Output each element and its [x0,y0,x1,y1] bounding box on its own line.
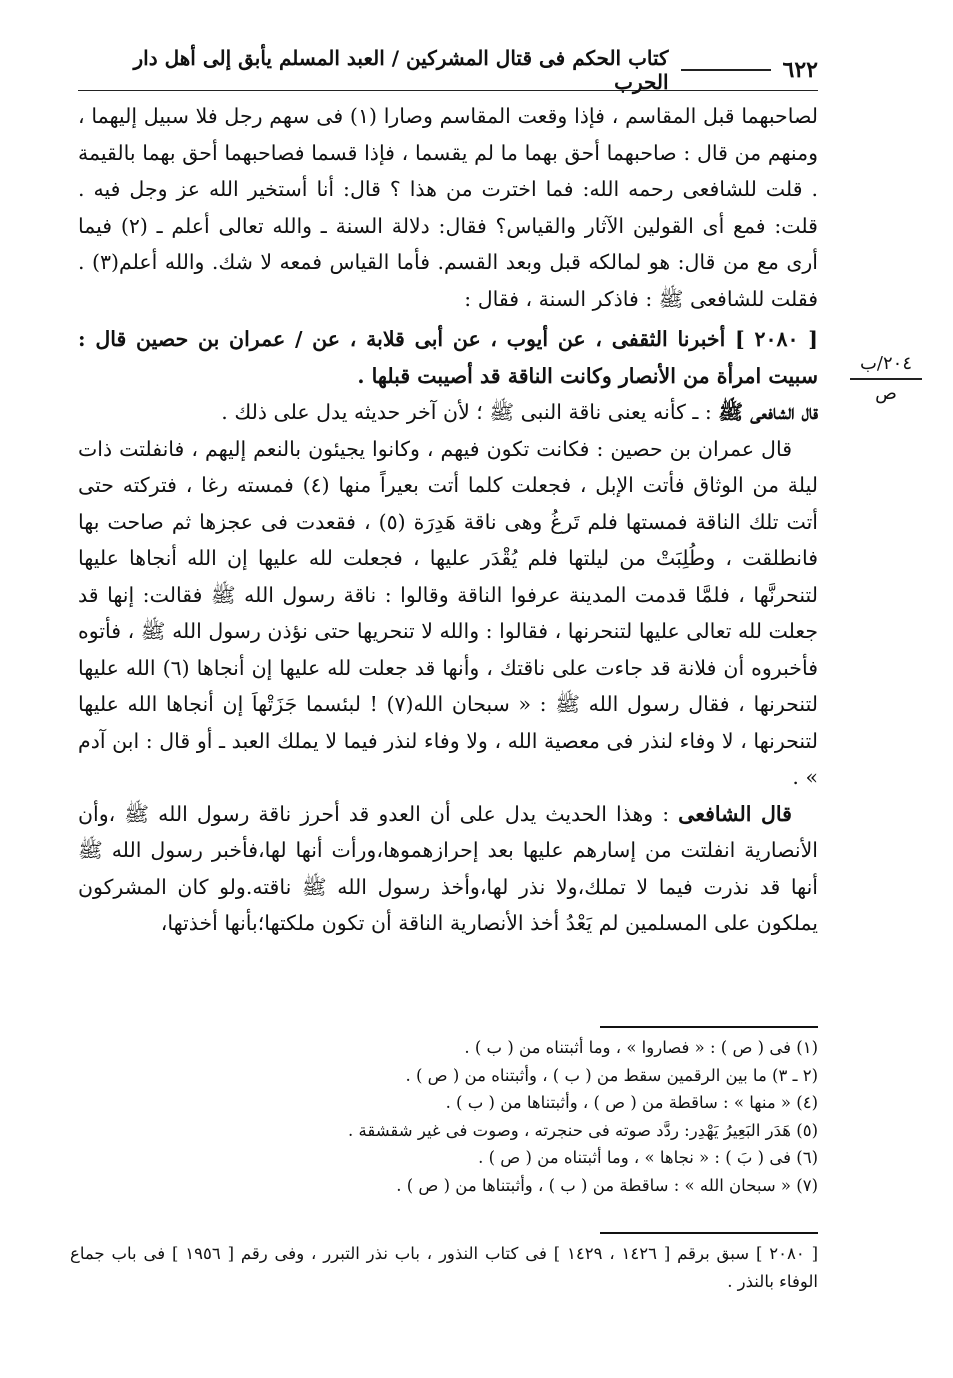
footnote-item: (٧) « سبحان الله » : ساقطة من ( ب ) ، وأثبتناها من ( ص ) . [396,1175,818,1195]
bold-lead: قال الشافعى ﷺ [718,400,818,424]
bold-lead: قال الشافعى [678,801,792,826]
paragraph-shafii-discussion: لصاحبهما قبل المقاسم ، فإذا وقعت المقاسم وصارا (١) فى سهم رجل فلا سبيل إليهما ، ومنهم من قال : صاحبهما أحق بهما ما لم يقسما ، فإذا قسما فصاحبهما أحق بهما بالقيمة . قلت للشافعى رحمه الله: فما اخترت من هذا ؟ قال: أنا أستخير الله عز وجل فيه . قلت: فمع أى القولين الآثار والقياس؟ فقال: دلالة السنة ـ والله تعالى أعلم ـ (٢) فيما أرى مع من قال: هو لمالكه قبل وبعد القسم. فأما القياس فمعه لا شك. والله أعلم(٣) . فقلت للشافعى ﷺ : فاذكر السنة ، فقال : [78,104,818,311]
manuscript-folio-ref: ٢٠٤/ب [859,353,913,374]
takhrij-note: [ ٢٠٨٠ ] سبق برقم [ ١٤٢٦ ، ١٤٢٩ ] فى كتاب النذور ، باب نذر التبرر ، وفى رقم [ ١٩٥٦ ] فى باب جماع الوفاء بالنذر . [70,1244,819,1291]
footnote-separator [600,1026,818,1028]
page-header [78,46,818,94]
running-title: كتاب الحكم فى قتال المشركين / العبد المسلم يأبق إلى أهل دار الحرب [133,46,669,94]
footnote-item: (٢ ـ ٣) ما بين الرقمين سقط من ( ب ) ، وأثبتناه من ( ص ) . [405,1065,818,1085]
paragraph-hadith-isnad: [ ٢٠٨٠ ] أخبرنا الثقفى ، عن أيوب ، عن أبى قلابة ، عن / عمران بن حصين قال : سبيت امرأة من الأنصار وكانت الناقة قد أصيبت قبلها . [78,327,818,388]
takhrij-separator [600,1232,818,1234]
manuscript-margin-note [846,352,926,406]
paragraph-imran-narration: قال عمران بن حصين : فكانت تكون فيهم ، وكانوا يجيئون بالنعم إليهم ، فانفلتت ذات ليلة من الوثاق فأتت الإبل ، فجعلت كلما أتت بعيراً منها (٤) فمسته رغا ، فتركته حتى أتت تلك الناقة فمستها فلم تَرغُ وهى ناقة هَدِرَة (٥) ، فقعدت فى عجزها ثم صاحت بها فانطلقت ، وطُلِبَتْ من ليلتها فلم يُقْدَر عليها ، فجعلت لله عليها إن الله أنجاها عليها لتنحرنَّها ، فلمَّا قدمت المدينة عرفوا الناقة وقالوا : ناقة رسول الله ﷺ فقالت: إنها قد جعلت لله تعالى عليها لتنحرنها ، فقالوا : والله لا تنحريها حتى نؤذن رسول الله ﷺ ، فأتوه فأخبروه أن فلانة قد جاءت على ناقتك ، وأنها قد جعلت لله عليها إن أنجاها (٦) الله عليها لتنحرنها ، فقال رسول الله ﷺ : « سبحان الله(٧) ! لبئسما جَزَتْهاَ إن أنجاها الله عليها لتنحرنها ، لا وفاء لنذر فى معصية الله ، ولا وفاء لنذر فيما لا يملك العبد ـ أو قال : ابن آدم » . [78,436,819,789]
footnote-item: (٤) « منها » : ساقطة من ( ص ) ، وأثبتناها من ( ب ) . [445,1093,818,1112]
paragraph-shafii-conclusion: قال الشافعى : وهذا الحديث يدل على أن العدو قد أحرز ناقة رسول الله ﷺ ،وأن الأنصارية انفلتت من إسارهم عليها بعد إحرازهموها،ورأت أنها لها،فأخبر رسول الله ﷺ أنها قد نذرت فيما لا تملك،ولا نذر لها،وأخذ رسول الله ﷺ ناقته.ولو كان المشركون يملكون على المسلمين لم يَعْدُ أخذ الأنصارية الناقة أن تكون ملكتها؛بأنها أخذتها، [78,801,818,935]
footnote-item: (٥) هَدَر البَعِيرُ يَهْدِر: ردَّد صوته فى حنجرته ، وصوت فى غير شقشقة . [348,1120,818,1140]
margin-rule [850,378,922,380]
main-text [78,98,818,942]
footnote-item: (٦) فى ( بَ ) : « نجاها » ، وما أثبتناه من ( ص ) . [478,1148,818,1167]
header-dash [681,69,771,71]
footnotes [78,1034,818,1199]
manuscript-siglum: ص [875,382,897,404]
paragraph-shafii-comment: قال الشافعى ﷺ : ـ كأنه يعنى ناقة النبى ﷺ ؛ لأن آخر حديثه يدل على ذلك . [221,400,818,424]
page-number: ٦٢٢ [782,57,818,83]
footnote-item: (١) فى ( ص ) : « فصاروا » ، وما أثبتناه من ( ب ) . [464,1038,818,1057]
